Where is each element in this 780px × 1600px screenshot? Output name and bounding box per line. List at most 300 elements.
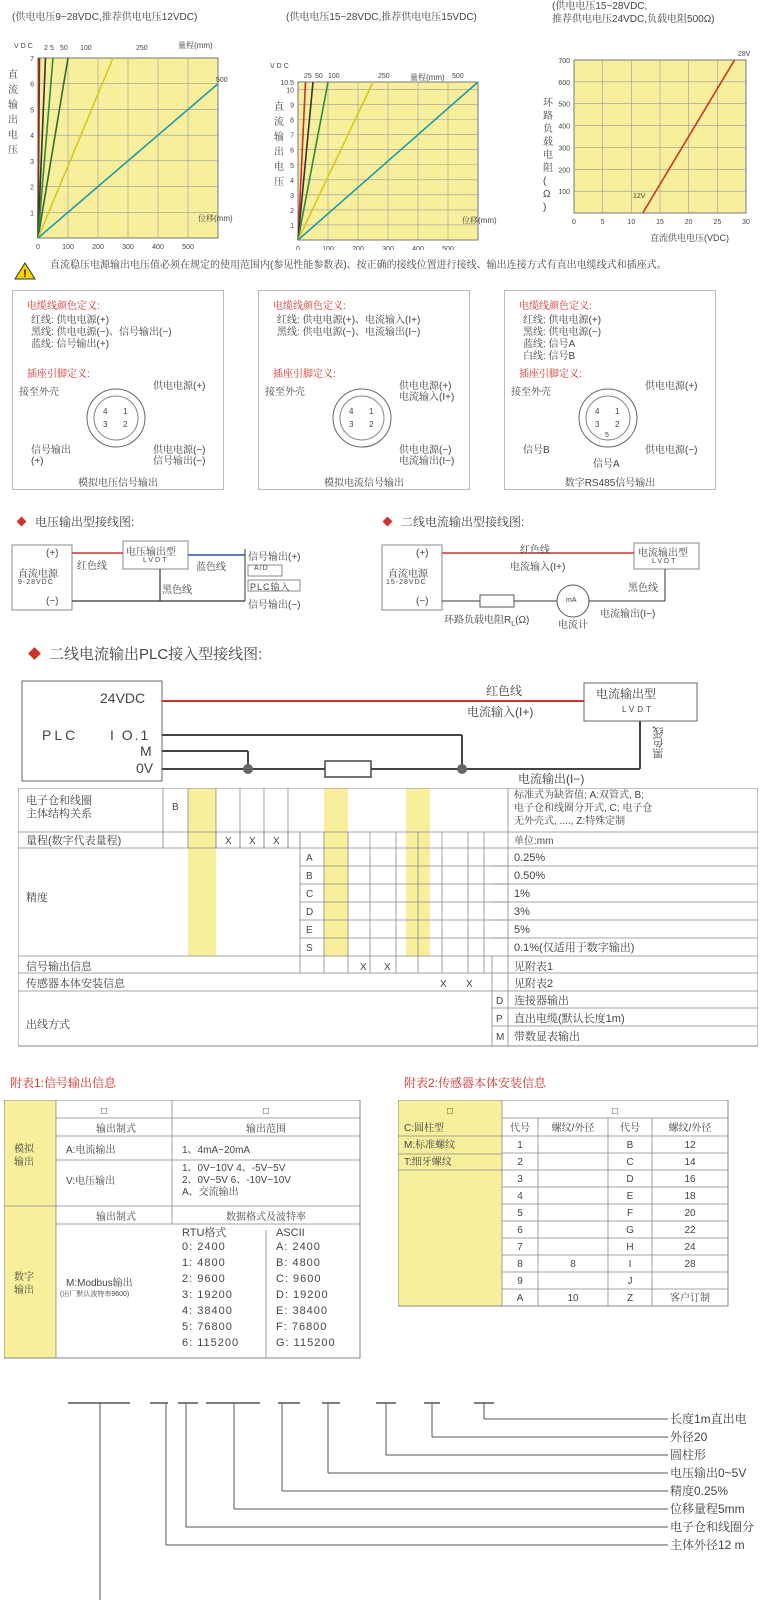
y-tick-label: 600 [558, 79, 570, 87]
w1-dev-sub: LVDT [143, 557, 169, 564]
group-label: 模拟 [14, 1144, 34, 1155]
y-unit: VDC [14, 43, 35, 50]
annotation: 12V [633, 193, 646, 200]
x-tick-label: 300 [122, 244, 134, 250]
row-label: 主体结构关系 [26, 808, 92, 820]
row-desc: 连接器输出 [514, 995, 569, 1007]
row-desc: 直出电缆(默认长度1m) [514, 1013, 625, 1025]
cell: 0: 2400 [182, 1241, 226, 1253]
cell: ASCII [276, 1227, 305, 1239]
cell: 8 [517, 1259, 523, 1270]
series-label: 50 [315, 73, 323, 80]
y-label-char: 流 [8, 85, 18, 96]
y-tick-label: 2 [290, 207, 294, 215]
cell: 4 [517, 1191, 523, 1202]
cell: 客户订制 [670, 1293, 710, 1304]
table1-svg [4, 1100, 364, 1360]
series-label: 2 [44, 45, 48, 52]
cell: A [516, 1293, 524, 1304]
cell: A:电流输出 [66, 1145, 116, 1156]
cell: M:Modbus输出 [66, 1278, 133, 1289]
svg-text:3: 3 [103, 420, 108, 429]
column-symbol: □ [100, 1106, 108, 1117]
y-tick-label: 700 [558, 58, 570, 65]
wiring1-title: 电压输出型接线图: [18, 513, 134, 530]
x-mark: X [440, 979, 447, 990]
x-tick-label: 200 [352, 246, 364, 250]
row-label: 量程(数字代表量程) [26, 835, 122, 847]
x-mark: X [360, 962, 367, 973]
series-label: 100 [328, 73, 340, 80]
cell: C: 9600 [276, 1273, 322, 1285]
row-code: D [306, 907, 314, 918]
order-grid [18, 788, 758, 1056]
row-label: 电子仓和线圈 [26, 795, 92, 807]
x-mark: X [466, 979, 473, 990]
x-mark: X [384, 962, 391, 973]
w3-black: 黑色线 [653, 726, 665, 759]
header-column [4, 1100, 56, 1358]
pin-label: 接至外壳 [265, 387, 305, 398]
x-tick-label: 400 [152, 244, 164, 250]
table-border [18, 788, 758, 1046]
legend-label: 圆柱形 [670, 1448, 707, 1462]
y-label-char: 直 [274, 102, 284, 113]
svg-text:4: 4 [349, 407, 354, 416]
svg-text:4: 4 [595, 407, 600, 416]
y-label-char: ( [543, 176, 547, 187]
w1-plus: (+) [46, 548, 59, 559]
y-label-char: ) [543, 202, 547, 213]
cell: B: 4800 [276, 1257, 321, 1269]
w1-src: 直流电源 [18, 569, 58, 580]
column-header: 代号 [510, 1123, 530, 1134]
cell: H [626, 1242, 634, 1253]
svg-text:1: 1 [123, 407, 128, 416]
row-code: D [496, 996, 504, 1007]
legend-label: 位移量程5mm [670, 1502, 745, 1516]
y-tick-label: 7 [30, 56, 34, 63]
series-label: 5 [50, 45, 54, 52]
w1-plc: PLC输入 [250, 582, 291, 592]
cable-color-line: 蓝线: 信号输出(+) [31, 339, 110, 350]
table1-title: 附表1:信号输出信息 [10, 1076, 117, 1090]
w3-plc: PLC [42, 727, 79, 743]
y-tick-label: 9 [290, 102, 294, 110]
wiring2-title: 二线电流输出型接线图: [384, 513, 524, 530]
highlight-column [188, 788, 216, 956]
w1-out-minus: 信号输出(−) [248, 600, 301, 611]
cable-color-line: 黑线: 供电电源(−) [523, 327, 602, 338]
w2-in: 电流输入(I+) [510, 562, 566, 573]
cable-color-title: 电缆线颜色定义: [519, 301, 592, 312]
column-header: 输出制式 [96, 1212, 136, 1223]
diamond-icon [17, 517, 27, 527]
charts-svg [0, 30, 780, 250]
w2-src-v: 15-28VDC [386, 579, 427, 586]
legend-label: 电压输出0~5V [670, 1466, 747, 1480]
cell: 5: 76800 [182, 1321, 233, 1333]
pin-title: 插座引脚定义: [519, 369, 582, 380]
cell: 10 [567, 1293, 579, 1304]
w2-dev: 电流输出型 [638, 548, 688, 559]
order-table [18, 788, 758, 1056]
y-label-char: 电 [543, 150, 553, 161]
row-code: S [306, 943, 313, 954]
cable-color-line: 红线: 供电电源(+) [523, 315, 602, 326]
pin-definition-box [258, 290, 470, 490]
series-label: 100 [80, 45, 92, 52]
y-tick-label: 500 [558, 101, 570, 109]
w2-load: 环路负载电阻$R_L(\Omega)$ [444, 615, 530, 628]
cable-color-line: 白线: 信号B [523, 351, 576, 362]
x-tick-label: 300 [382, 246, 394, 250]
type-label: T:细牙螺纹 [404, 1157, 452, 1168]
cable-color-line: 蓝线: 信号A [523, 339, 576, 350]
y-label-char: 压 [8, 145, 18, 156]
y-tick-label: 8 [290, 117, 294, 125]
legend-label: 主体外径12 m [670, 1538, 745, 1552]
y-label-char: 流 [274, 117, 284, 128]
row-desc: 5% [514, 924, 530, 936]
x-mark: X [273, 836, 280, 847]
pin-label: 供电电源(+) [645, 381, 698, 392]
legend-label: 长度1m直出电 [670, 1412, 747, 1426]
x-tick-label: 10 [627, 219, 636, 226]
row-desc: 1% [514, 888, 530, 900]
column-header: 螺纹/外径 [551, 1123, 595, 1134]
w2-src: 直流电源 [388, 569, 428, 580]
pin-label: 供电电源(−) [645, 445, 698, 456]
pin-title: 插座引脚定义: [27, 369, 90, 380]
cell: I [628, 1259, 632, 1270]
svg-text:!: ! [23, 268, 27, 280]
cable-color-line: 黑线: 供电电源(−)、信号输出(−) [31, 327, 172, 338]
cell: 20 [684, 1208, 696, 1219]
cell: 9 [517, 1276, 523, 1287]
w1-minus: (−) [46, 596, 59, 607]
cell: D [626, 1174, 634, 1185]
cell: V:电压输出 [66, 1176, 116, 1187]
w3-dev: 电流输出型 [596, 687, 657, 701]
cell: 5 [517, 1208, 523, 1219]
y-tick-label: 2 [30, 184, 34, 192]
pin-label: 信号A [593, 459, 620, 470]
chart1-title: (供电电压9~28VDC,推荐供电电压12VDC) [12, 12, 198, 23]
row-code: B [172, 802, 179, 813]
x-mark: X [225, 836, 232, 847]
chart2 [270, 63, 497, 250]
row-desc: 电子仓和线圈分开式, C; 电子仓 [514, 803, 653, 814]
cable-color-title: 电缆线颜色定义: [273, 301, 346, 312]
x-label: 位移(mm) [198, 214, 233, 223]
chart1 [8, 40, 233, 250]
cell: 2、0V~5V 6、-10V~10V [182, 1175, 291, 1186]
w3-in: 电流输入(I+) [467, 705, 534, 719]
pin-caption: 模拟电流信号输出 [324, 478, 404, 489]
svg-text:5: 5 [605, 432, 609, 439]
row-desc: 标准式为缺省值; A:双管式, B; [514, 790, 645, 801]
w1-dev: 电压输出型 [126, 547, 176, 558]
chart3-title: (供电电压15~28VDC, 推荐供电电压24VDC,负载电阻500Ω) [552, 1, 715, 25]
row-desc: 0.25% [514, 852, 546, 864]
row-desc: 带数显表输出 [514, 1031, 580, 1043]
pin-caption: 数字RS485信号输出 [564, 478, 656, 489]
cell: 18 [684, 1191, 696, 1202]
warning-icon [14, 262, 36, 280]
svg-text:1: 1 [369, 407, 374, 416]
svg-text:4: 4 [103, 407, 108, 416]
y-tick-label: 1 [290, 222, 294, 230]
y-label-char: 电 [8, 130, 18, 141]
y-label-char: 压 [274, 177, 284, 188]
y-label-char: 路 [543, 111, 553, 122]
w3-io: I O.1 [110, 727, 151, 743]
w1-ad: A/D [254, 565, 269, 572]
type-label: M:标准螺纹 [404, 1140, 456, 1151]
group-label: 输出 [14, 1285, 34, 1296]
row-code: P [496, 1014, 503, 1025]
cell: 3 [517, 1174, 523, 1185]
cell: D: 19200 [276, 1289, 329, 1301]
x-tick-label: 0 [572, 219, 576, 226]
pin-label: 信号B [523, 445, 550, 456]
x-tick-label: 20 [684, 219, 693, 226]
cell: 14 [684, 1157, 696, 1168]
x-tick-label: 100 [322, 246, 334, 250]
y-tick-label: 3 [290, 192, 294, 200]
range-label: 量程(mm) [178, 41, 213, 50]
range-label: 量程(mm) [410, 73, 445, 82]
row-code: E [306, 925, 313, 936]
w3-0v: 0V [136, 760, 154, 776]
y-tick-label: 4 [30, 133, 34, 141]
wiring3-title: 二线电流输出PLC接入型接线图: [30, 643, 262, 664]
cell: 4: 38400 [182, 1305, 233, 1317]
cell: B [626, 1140, 634, 1151]
x-mark: X [249, 836, 256, 847]
w2-minus: (−) [416, 596, 429, 607]
cell: A: 2400 [276, 1241, 321, 1253]
legend-label: 电子仓和线圈分 [670, 1520, 755, 1534]
w2-black: 黑色线 [628, 583, 658, 594]
connector-icon [81, 387, 151, 449]
cell: 16 [684, 1174, 696, 1185]
group-label: 输出 [14, 1157, 34, 1168]
cell: J [627, 1276, 633, 1287]
cell: 24 [684, 1242, 696, 1253]
row-desc: 0.50% [514, 870, 546, 882]
y-label-char: 负 [543, 124, 553, 135]
column-symbol: □ [446, 1106, 454, 1117]
cable-color-line: 黑线: 供电电源(−)、电流输出(I−) [277, 327, 421, 338]
series-label: 50 [60, 45, 68, 52]
x-tick-label: 0 [296, 246, 300, 250]
w3-dev-sub: LVDT [622, 705, 654, 714]
row-label: 出线方式 [26, 1019, 70, 1031]
y-label-char: Ω [543, 189, 551, 200]
pin-definition-box [504, 290, 716, 490]
y-label-char: 直 [8, 70, 18, 81]
x-tick-label: 15 [656, 219, 664, 226]
cell: G [626, 1225, 634, 1236]
cell: E [626, 1191, 634, 1202]
pin-label: 供电电源(+) 电流输入(I+) [399, 381, 455, 403]
cell: 22 [684, 1225, 696, 1236]
column-header: 代号 [620, 1123, 640, 1134]
y-tick-label: 300 [558, 145, 570, 153]
highlight-column [324, 788, 348, 956]
x-label: 位移(mm) [462, 216, 497, 225]
y-label-char: 输 [8, 100, 18, 111]
annotation: 28V [738, 51, 751, 58]
w3-24v: 24VDC [100, 690, 146, 706]
y-tick-label: 5 [30, 107, 34, 115]
row-code: M [496, 1032, 505, 1043]
x-tick-label: 100 [62, 244, 74, 250]
y-tick-label: 10 [286, 87, 294, 95]
column-header: 输出制式 [96, 1124, 136, 1135]
y-tick-label: 200 [558, 167, 570, 175]
w3-m: M [140, 743, 152, 759]
type-label: C:圆柱型 [404, 1123, 444, 1134]
y-tick-label: 6 [290, 147, 294, 155]
series-label: 250 [136, 45, 148, 52]
w2-out: 电流输出(I−) [600, 609, 656, 620]
pin-label: 供电电源(−) 信号输出(−) [153, 445, 206, 467]
cell: 12 [684, 1140, 696, 1151]
y-label-char: 载 [543, 137, 553, 148]
y-label-char: 出 [274, 147, 284, 158]
cell: 7 [517, 1242, 523, 1253]
diamond-icon [28, 647, 41, 660]
cable-color-title: 电缆线颜色定义: [27, 301, 100, 312]
y-label [543, 97, 554, 213]
svg-text:2: 2 [369, 420, 374, 429]
row-label: 精度 [26, 892, 48, 904]
row-code: A [306, 853, 313, 864]
svg-text:2: 2 [615, 420, 620, 429]
cell: 28 [684, 1259, 696, 1270]
x-tick-label: 200 [92, 244, 104, 250]
y-tick-label: 5 [290, 162, 294, 170]
cell: (出厂默认波特率9600) [60, 1291, 130, 1298]
pin-caption: 模拟电压信号输出 [78, 478, 158, 489]
row-label: 信号输出信息 [26, 961, 92, 973]
row-desc: 见附表2 [514, 978, 554, 990]
x-tick-label: 0 [36, 244, 40, 250]
cell: 1: 4800 [182, 1257, 226, 1269]
pin-title: 插座引脚定义: [273, 369, 336, 380]
svg-text:2: 2 [123, 420, 128, 429]
series-label: 500 [452, 73, 464, 80]
row-desc: 单位:mm [514, 836, 554, 847]
row-desc: 0.1%(仅适用于数字输出) [514, 942, 635, 954]
column-symbol: □ [611, 1106, 619, 1117]
cell: 2 [517, 1157, 523, 1168]
y-tick-label: 10.5 [280, 80, 294, 87]
y-label-char: 环 [543, 98, 553, 109]
warning-text: 直流稳压电源输出电压值必须在规定的使用范围内(参见性能参数表)、按正确的接线位置进行接线、输出连接方式有直出电缆线式和插座式。 [50, 260, 667, 271]
cell: 2: 9600 [182, 1273, 226, 1285]
y-label [8, 68, 18, 156]
w3-out: 电流输出(I−) [518, 772, 585, 786]
y-tick-label: 6 [30, 81, 34, 89]
y-label-char: 出 [8, 115, 18, 126]
cell: 1、4mA~20mA [182, 1145, 251, 1156]
row-label: 传感器本体安装信息 [26, 978, 125, 990]
cable-color-line: 红线: 供电电源(+) [31, 315, 110, 326]
pin-label: 信号输出 (+) [31, 445, 71, 467]
row-code: B [306, 871, 313, 882]
svg-text:1: 1 [615, 407, 620, 416]
y-label-char: 输 [274, 132, 284, 143]
w2-meter: 电流计 [558, 620, 588, 631]
cell: C [626, 1157, 634, 1168]
y-tick-label: 4 [290, 177, 294, 185]
cell: RTU格式 [182, 1227, 227, 1239]
column-symbol: □ [262, 1106, 270, 1117]
y-tick-label: 1 [30, 210, 34, 218]
pin-definition-box [12, 290, 224, 490]
y-tick-label: 3 [30, 158, 34, 166]
row-code: C [306, 889, 314, 900]
cell: 3: 19200 [182, 1289, 233, 1301]
cell: 1 [517, 1140, 523, 1151]
order-code-legend [0, 1395, 780, 1600]
w2-red: 红色线 [520, 545, 550, 556]
diamond-icon [383, 517, 393, 527]
y-tick-label: 400 [558, 123, 570, 131]
x-tick-label: 500 [182, 244, 194, 250]
column-header: 螺纹/外径 [668, 1123, 712, 1134]
x-label: 直流供电电压(VDC) [650, 233, 729, 243]
x-tick-label: 500 [442, 246, 454, 250]
cell: 6 [517, 1225, 523, 1236]
series-label: 25 [304, 73, 312, 80]
y-tick-label: 100 [558, 189, 570, 197]
w2-plus: (+) [416, 548, 429, 559]
legend-label: 精度0.25% [670, 1484, 729, 1498]
x-tick-label: 400 [412, 246, 424, 250]
series-label: 250 [378, 73, 390, 80]
cell: Z [626, 1293, 634, 1304]
cell: A、交流输出 [182, 1187, 239, 1198]
column-header: 数据格式及波特率 [226, 1212, 306, 1223]
cell: F [626, 1208, 634, 1219]
table2-title: 附表2:传感器本体安装信息 [404, 1076, 547, 1090]
chart2-title: (供电电压15~28VDC,推荐供电电压15VDC) [286, 12, 477, 23]
pin-label: 接至外壳 [19, 387, 59, 398]
y-tick-label: 7 [290, 132, 294, 140]
x-tick-label: 25 [713, 219, 722, 226]
cell: 1、0V~10V 4、-5V~5V [182, 1163, 286, 1174]
cell: F: 76800 [276, 1321, 328, 1333]
w1-black: 黑色线 [162, 585, 192, 596]
w1-red: 红色线 [77, 561, 107, 572]
svg-text:3: 3 [595, 420, 600, 429]
chart3 [543, 51, 751, 243]
y-label-char: 阻 [543, 163, 553, 174]
cell: 8 [570, 1259, 576, 1270]
cable-color-line: 红线: 供电电源(+)、电流输入(I+) [277, 315, 421, 326]
legend-label: 外径20 [670, 1430, 708, 1444]
x-tick-label: 30 [742, 219, 750, 226]
table2-svg [398, 1100, 733, 1310]
svg-text:3: 3 [349, 420, 354, 429]
row-desc: 3% [514, 906, 530, 918]
pin-label: 接至外壳 [511, 387, 551, 398]
